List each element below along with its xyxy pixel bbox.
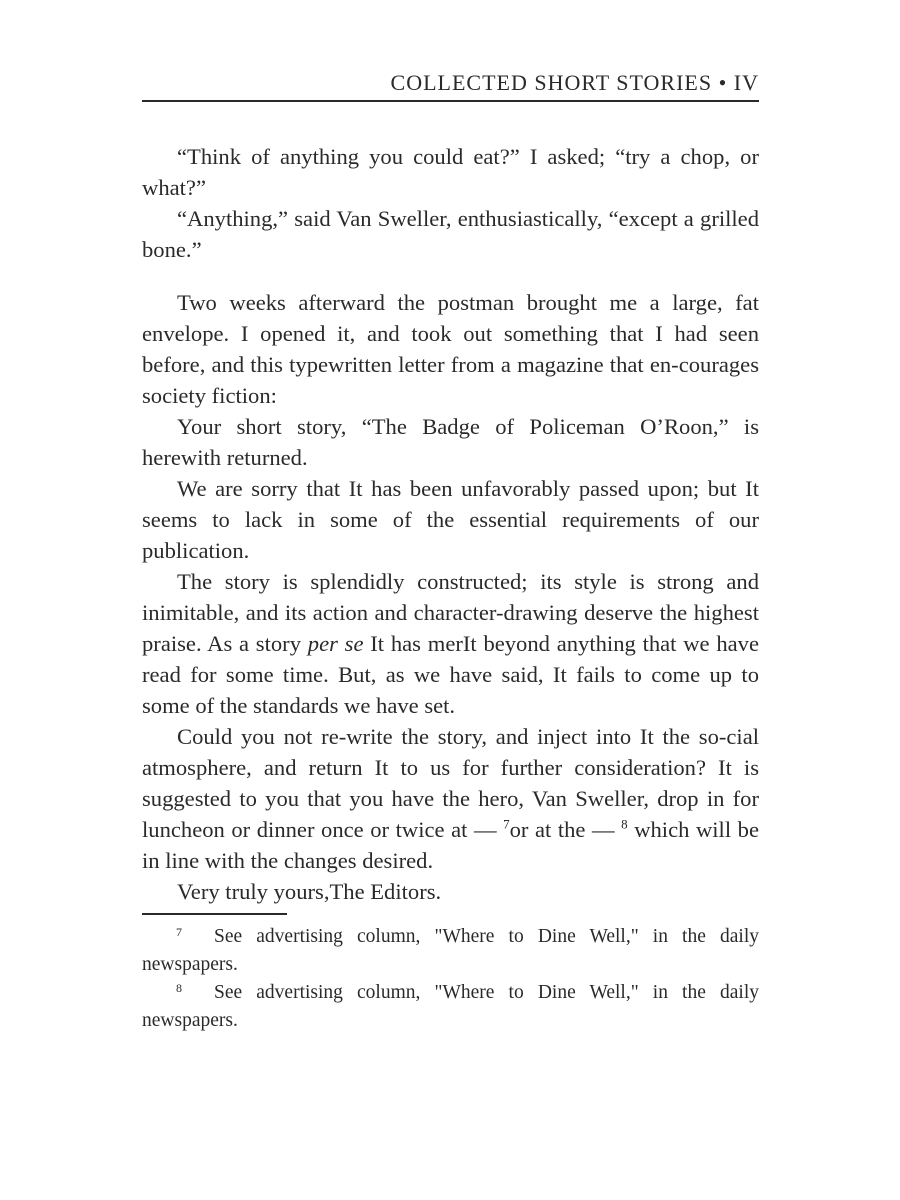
paragraph-letter-3-start: The story is splendidly constructed; its style is strong and inimitable, and its action and character-drawing deserve the highest praise. As a story <box>142 569 759 656</box>
footnote-rule <box>142 913 287 915</box>
paragraph-letter-4-end: which will be in line with the changes desired. <box>142 817 759 873</box>
paragraph-letter-1: Your short story, “The Badge of Policeman O’Roon,” is herewith returned. <box>142 414 759 470</box>
paragraph-letter-3 <box>142 566 759 721</box>
footnotes <box>142 923 759 1035</box>
paragraph-letter-4 <box>142 721 759 876</box>
header-rule <box>142 100 759 102</box>
paragraph-letter-2: We are sorry that It has been unfavorably passed upon; but It seems to lack in some of the essential requirements of our publication. <box>142 476 759 563</box>
paragraph-letter-4-start: Could you not re-write the story, and inject into It the so-cial atmosphere, and return It to us for further consideration? It is suggested to you that you have the hero, Van Sweller, drop in for luncheon or dinner once or twice at — <box>142 724 759 842</box>
footnote-text: See advertising column, "Where to Dine Well," in the daily newspapers. <box>142 982 759 1031</box>
footnote-item <box>142 979 759 1035</box>
body-text <box>142 141 759 907</box>
italic-phrase: per se <box>307 631 364 656</box>
paragraph-letter-4-middle: or at the — <box>509 817 622 842</box>
paragraph-envelope: Two weeks afterward the postman brought me a large, fat envelope. I opened it, and took out something that I had seen before, and this typewritten letter from a magazine that en-courages society fiction: <box>142 290 759 408</box>
footnote-mark: 7 <box>176 925 182 939</box>
footnote-reference-8[interactable]: 8 <box>621 816 628 832</box>
footnote-mark: 8 <box>176 981 182 995</box>
running-header: COLLECTED SHORT STORIES • IV <box>390 70 759 95</box>
paragraph-letter-3-end: It has merIt beyond anything that we have read for some time. But, as we have said, It fails to come up to some of the standards we have set. <box>142 631 759 718</box>
footnote-reference-7[interactable]: 7 <box>503 816 510 832</box>
paragraph-dialogue-1: “Think of anything you could eat?” I asked; “try a chop, or what?” <box>142 144 759 200</box>
paragraph-dialogue-2: “Anything,” said Van Sweller, enthusiastically, “except a grilled bone.” <box>142 206 759 262</box>
footnote-item <box>142 923 759 979</box>
paragraph-signoff: Very truly yours,The Editors. <box>177 879 442 904</box>
footnote-text: See advertising column, "Where to Dine Well," in the daily newspapers. <box>142 926 759 975</box>
